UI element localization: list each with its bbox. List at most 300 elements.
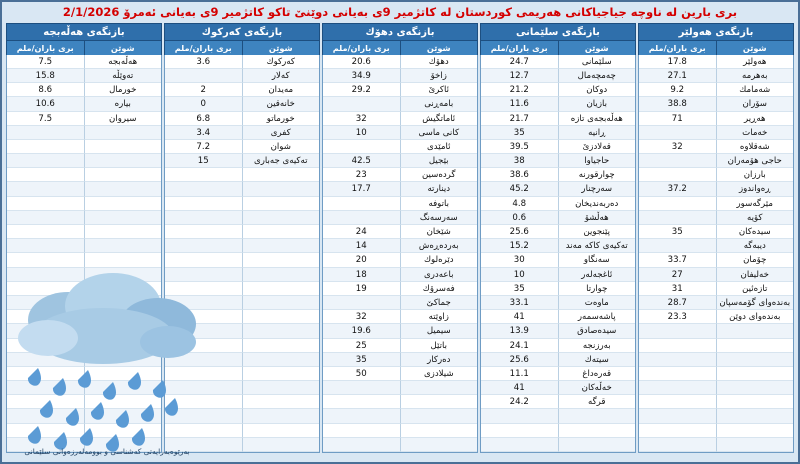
cell-rain: 71 bbox=[639, 112, 716, 126]
table-row bbox=[639, 395, 793, 409]
cell-rain bbox=[639, 353, 716, 367]
cell-station: سیدەصادق bbox=[558, 324, 636, 338]
cell-station: بەرزنجە bbox=[558, 339, 636, 353]
cell-rain: 10 bbox=[323, 126, 400, 140]
cell-rain: 35 bbox=[639, 225, 716, 239]
table-row bbox=[7, 126, 161, 140]
cell-rain: 20.6 bbox=[323, 55, 400, 69]
table-row bbox=[323, 409, 477, 423]
cell-station: بازیان bbox=[558, 97, 636, 111]
cell-station bbox=[242, 310, 320, 324]
table-row bbox=[481, 424, 635, 438]
cell-station: ئاغجەلەر bbox=[558, 268, 636, 282]
cell-station: ڕەواندوز bbox=[716, 182, 794, 196]
table-row bbox=[165, 55, 319, 69]
cell-station bbox=[84, 211, 162, 225]
table-row bbox=[323, 55, 477, 69]
column-header-rain: بری باران/ملم bbox=[174, 42, 232, 53]
cell-station: دیبەگە bbox=[716, 239, 794, 253]
cell-station bbox=[84, 168, 162, 182]
cell-station: خەمات bbox=[716, 126, 794, 140]
column-header-row bbox=[322, 41, 478, 55]
cell-rain bbox=[323, 296, 400, 310]
cell-station: جماكێ bbox=[400, 296, 478, 310]
cell-station: پێنجوین bbox=[558, 225, 636, 239]
table-row bbox=[481, 353, 635, 367]
cell-rain: 31 bbox=[639, 282, 716, 296]
cell-station: مێرگەسور bbox=[716, 197, 794, 211]
cell-rain bbox=[165, 197, 242, 211]
cell-rain bbox=[639, 168, 716, 182]
table-row bbox=[639, 438, 793, 452]
cell-rain: 32 bbox=[323, 310, 400, 324]
cell-rain: 42.5 bbox=[323, 154, 400, 168]
cell-station bbox=[242, 409, 320, 423]
table-row bbox=[323, 83, 477, 97]
table-row bbox=[639, 140, 793, 154]
cell-station bbox=[242, 324, 320, 338]
cell-rain bbox=[165, 239, 242, 253]
station-block bbox=[480, 23, 636, 453]
cell-rain: 7.2 bbox=[165, 140, 242, 154]
cell-rain bbox=[639, 409, 716, 423]
cell-rain: 7.5 bbox=[7, 55, 84, 69]
cell-station: تازەئین bbox=[716, 282, 794, 296]
cell-station: هه‌ڵه‌بجه‌ی تازه‌ bbox=[558, 112, 636, 126]
table-row bbox=[323, 282, 477, 296]
cell-rain: 10 bbox=[481, 268, 558, 282]
cell-station: چەمچەمال bbox=[558, 69, 636, 83]
table-row bbox=[639, 409, 793, 423]
cell-station bbox=[716, 424, 794, 438]
cell-station: ئامێدی bbox=[400, 140, 478, 154]
cell-rain bbox=[639, 381, 716, 395]
table-row bbox=[165, 69, 319, 83]
table-row bbox=[481, 253, 635, 267]
cell-rain bbox=[639, 438, 716, 452]
cell-station: سۆران bbox=[716, 97, 794, 111]
table-row bbox=[481, 126, 635, 140]
cell-rain: 17.8 bbox=[639, 55, 716, 69]
table-row bbox=[165, 140, 319, 154]
station-block bbox=[322, 23, 478, 453]
cell-rain: 12.7 bbox=[481, 69, 558, 83]
table-row bbox=[639, 253, 793, 267]
cell-rain: 38.8 bbox=[639, 97, 716, 111]
cell-rain: 3.6 bbox=[165, 55, 242, 69]
table-row bbox=[7, 197, 161, 211]
cell-station: بەندەوای دوێن bbox=[716, 310, 794, 324]
cell-rain bbox=[481, 409, 558, 423]
table-row bbox=[323, 239, 477, 253]
cell-station: حاجی هۆمەران bbox=[716, 154, 794, 168]
table-row bbox=[323, 367, 477, 381]
cell-station: پاشەسمەر bbox=[558, 310, 636, 324]
table-row bbox=[7, 112, 161, 126]
cell-station bbox=[242, 395, 320, 409]
cell-station bbox=[558, 409, 636, 423]
table-row bbox=[639, 55, 793, 69]
table-row bbox=[7, 69, 161, 83]
cell-station bbox=[84, 225, 162, 239]
cell-station: بەندەوای گۆمەسپان bbox=[716, 296, 794, 310]
column-header-station: شوێن bbox=[242, 41, 320, 55]
block-title: بازنگه‌ی سلێمانی bbox=[480, 23, 636, 41]
cell-rain: 41 bbox=[481, 310, 558, 324]
cell-station: حاجیاوا bbox=[558, 154, 636, 168]
table-row bbox=[639, 69, 793, 83]
table-body bbox=[480, 55, 636, 453]
cell-station: هه‌ولێر bbox=[716, 55, 794, 69]
cell-station bbox=[558, 438, 636, 452]
cell-rain bbox=[639, 395, 716, 409]
cell-rain: 30 bbox=[481, 253, 558, 267]
cell-rain: 39.5 bbox=[481, 140, 558, 154]
cell-rain: 14 bbox=[323, 239, 400, 253]
table-row bbox=[481, 296, 635, 310]
cell-station: بەهرمە bbox=[716, 69, 794, 83]
table-row bbox=[639, 154, 793, 168]
cell-station bbox=[242, 438, 320, 452]
cell-station: دوكان bbox=[558, 83, 636, 97]
cell-station: شەمامك bbox=[716, 83, 794, 97]
cell-station: سەنگاو bbox=[558, 253, 636, 267]
table-row bbox=[165, 126, 319, 140]
cell-rain bbox=[165, 69, 242, 83]
cell-station: سیتەك bbox=[558, 353, 636, 367]
table-row bbox=[639, 339, 793, 353]
table-row bbox=[323, 353, 477, 367]
cell-station: خانەقین bbox=[242, 97, 320, 111]
cell-rain bbox=[7, 168, 84, 182]
cell-rain bbox=[7, 140, 84, 154]
cell-rain: 35 bbox=[481, 282, 558, 296]
cell-rain bbox=[639, 424, 716, 438]
cell-station: سیمیل bbox=[400, 324, 478, 338]
cell-station bbox=[242, 225, 320, 239]
cell-rain: 9.2 bbox=[639, 83, 716, 97]
cell-station bbox=[84, 197, 162, 211]
cell-rain bbox=[323, 424, 400, 438]
table-row bbox=[165, 97, 319, 111]
table-row bbox=[323, 339, 477, 353]
table-row bbox=[323, 253, 477, 267]
cell-station bbox=[242, 296, 320, 310]
cell-station: شیلادزی bbox=[400, 367, 478, 381]
cell-rain bbox=[7, 126, 84, 140]
cell-station: چۆمان bbox=[716, 253, 794, 267]
table-row bbox=[639, 353, 793, 367]
cell-rain: 15.8 bbox=[7, 69, 84, 83]
column-header-row bbox=[164, 41, 320, 55]
cell-station bbox=[716, 367, 794, 381]
table-row bbox=[481, 140, 635, 154]
cell-rain: 10.6 bbox=[7, 97, 84, 111]
cell-station bbox=[242, 182, 320, 196]
cell-station bbox=[242, 211, 320, 225]
cell-rain: 15 bbox=[165, 154, 242, 168]
column-header-station: شوێن bbox=[84, 41, 162, 55]
table-row bbox=[323, 168, 477, 182]
cell-station bbox=[242, 197, 320, 211]
cell-rain bbox=[323, 211, 400, 225]
table-row bbox=[7, 225, 161, 239]
cell-rain: 38 bbox=[481, 154, 558, 168]
table-row bbox=[481, 197, 635, 211]
cell-station bbox=[242, 367, 320, 381]
table-row bbox=[481, 225, 635, 239]
cell-rain: 21.2 bbox=[481, 83, 558, 97]
cell-station: دێرەلوك bbox=[400, 253, 478, 267]
table-row bbox=[481, 324, 635, 338]
table-row bbox=[481, 83, 635, 97]
table-body bbox=[638, 55, 794, 453]
cell-rain: 27 bbox=[639, 268, 716, 282]
cell-rain bbox=[165, 182, 242, 196]
table-row bbox=[639, 268, 793, 282]
cell-rain: 38.6 bbox=[481, 168, 558, 182]
cell-station: باتوفە bbox=[400, 197, 478, 211]
table-row bbox=[481, 168, 635, 182]
cell-station bbox=[400, 395, 478, 409]
table-row bbox=[323, 395, 477, 409]
table-row bbox=[323, 197, 477, 211]
cell-rain: 24.7 bbox=[481, 55, 558, 69]
cell-station bbox=[242, 282, 320, 296]
cell-station bbox=[716, 381, 794, 395]
cell-station: سیروان bbox=[84, 112, 162, 126]
table-row bbox=[639, 381, 793, 395]
table-row bbox=[323, 225, 477, 239]
cell-station: ئاماتگیش bbox=[400, 112, 478, 126]
table-row bbox=[165, 112, 319, 126]
table-row bbox=[165, 83, 319, 97]
footer-note: به‌رێوه‌به‌رایه‌تی كه‌شناسی و بوومه‌له‌رزه‌وانی سلێمانی bbox=[24, 447, 190, 456]
cell-station: بەردەڕەش bbox=[400, 239, 478, 253]
table-row bbox=[165, 211, 319, 225]
table-row bbox=[7, 239, 161, 253]
cell-station: دینارتە bbox=[400, 182, 478, 196]
column-header-rain: بری باران/ملم bbox=[490, 42, 548, 53]
cell-station: گردەسین bbox=[400, 168, 478, 182]
cell-rain: 24 bbox=[323, 225, 400, 239]
table-row bbox=[165, 182, 319, 196]
table-row bbox=[323, 126, 477, 140]
table-row bbox=[7, 168, 161, 182]
cell-rain: 28.7 bbox=[639, 296, 716, 310]
cell-station: باتێل bbox=[400, 339, 478, 353]
table-row bbox=[639, 296, 793, 310]
cell-station: سەرچنار bbox=[558, 182, 636, 196]
table-row bbox=[323, 324, 477, 338]
table-row bbox=[7, 211, 161, 225]
table-row bbox=[7, 140, 161, 154]
cell-rain bbox=[323, 97, 400, 111]
cell-rain: 3.4 bbox=[165, 126, 242, 140]
cell-rain: 24.1 bbox=[481, 339, 558, 353]
cell-rain bbox=[7, 239, 84, 253]
cell-rain bbox=[7, 197, 84, 211]
cell-station: زاوێتە bbox=[400, 310, 478, 324]
table-row bbox=[7, 55, 161, 69]
cell-station bbox=[242, 381, 320, 395]
cell-rain bbox=[7, 154, 84, 168]
cell-rain bbox=[639, 126, 716, 140]
table-row bbox=[481, 395, 635, 409]
cell-rain bbox=[323, 409, 400, 423]
cell-station: كه‌ركوك bbox=[242, 55, 320, 69]
cell-station: دهۆك bbox=[400, 55, 478, 69]
table-row bbox=[481, 239, 635, 253]
table-row bbox=[639, 112, 793, 126]
cell-station: فەسرۆك bbox=[400, 282, 478, 296]
block-title: بازنگه‌ی هه‌ولێر bbox=[638, 23, 794, 41]
table-row bbox=[481, 282, 635, 296]
cell-station: سلێمانی bbox=[558, 55, 636, 69]
cell-rain bbox=[639, 211, 716, 225]
cell-station bbox=[400, 424, 478, 438]
cell-rain: 25.6 bbox=[481, 225, 558, 239]
cell-station bbox=[84, 182, 162, 196]
table-row bbox=[639, 282, 793, 296]
cell-rain: 29.2 bbox=[323, 83, 400, 97]
cell-station: سەرسەنگ bbox=[400, 211, 478, 225]
cell-station bbox=[242, 239, 320, 253]
table-row bbox=[7, 83, 161, 97]
cell-rain: 24.2 bbox=[481, 395, 558, 409]
block-title: بازنگه‌ی كه‌ركوك bbox=[164, 23, 320, 41]
cell-rain bbox=[165, 168, 242, 182]
cell-station: سیدەكان bbox=[716, 225, 794, 239]
cell-rain bbox=[7, 225, 84, 239]
cell-station bbox=[242, 253, 320, 267]
cell-station: ڕانیە bbox=[558, 126, 636, 140]
cell-rain: 18 bbox=[323, 268, 400, 282]
cell-rain: 21.7 bbox=[481, 112, 558, 126]
table-row bbox=[481, 409, 635, 423]
cell-rain bbox=[323, 438, 400, 452]
table-row bbox=[323, 154, 477, 168]
table-row bbox=[481, 55, 635, 69]
table-row bbox=[481, 182, 635, 196]
cell-station: قەرەداغ bbox=[558, 367, 636, 381]
cell-rain bbox=[165, 225, 242, 239]
cell-rain: 15.2 bbox=[481, 239, 558, 253]
cell-station: شەقلاوە bbox=[716, 140, 794, 154]
cell-station: دەركار bbox=[400, 353, 478, 367]
cell-rain: 17.7 bbox=[323, 182, 400, 196]
table-row bbox=[481, 367, 635, 381]
cell-rain bbox=[7, 182, 84, 196]
cell-rain bbox=[165, 211, 242, 225]
table-row bbox=[639, 126, 793, 140]
cell-station bbox=[84, 239, 162, 253]
cell-station: مەیدان bbox=[242, 83, 320, 97]
table-row bbox=[481, 339, 635, 353]
cell-rain: 23 bbox=[323, 168, 400, 182]
cell-station bbox=[716, 339, 794, 353]
table-row bbox=[323, 182, 477, 196]
cell-station bbox=[716, 438, 794, 452]
column-header-row bbox=[638, 41, 794, 55]
table-row bbox=[481, 268, 635, 282]
cell-station bbox=[242, 424, 320, 438]
cell-rain: 25.6 bbox=[481, 353, 558, 367]
cell-rain: 50 bbox=[323, 367, 400, 381]
table-row bbox=[639, 97, 793, 111]
table-row bbox=[7, 97, 161, 111]
cell-station: تەكیەی كاكە مەند bbox=[558, 239, 636, 253]
cell-station: ماوەت bbox=[558, 296, 636, 310]
table-row bbox=[639, 168, 793, 182]
cell-station: كەلار bbox=[242, 69, 320, 83]
cell-rain: 11.1 bbox=[481, 367, 558, 381]
cell-station: هەڵشۆ bbox=[558, 211, 636, 225]
cell-station bbox=[84, 140, 162, 154]
cell-station bbox=[400, 438, 478, 452]
cell-station bbox=[242, 168, 320, 182]
table-row bbox=[481, 438, 635, 452]
column-header-rain: بری باران/ملم bbox=[332, 42, 390, 53]
cell-station bbox=[716, 324, 794, 338]
cell-rain bbox=[323, 140, 400, 154]
cell-rain bbox=[639, 339, 716, 353]
cell-rain: 35 bbox=[481, 126, 558, 140]
table-row bbox=[639, 211, 793, 225]
column-header-station: شوێن bbox=[558, 41, 636, 55]
table-row bbox=[165, 197, 319, 211]
table-row bbox=[481, 97, 635, 111]
cell-station: كۆیە bbox=[716, 211, 794, 225]
cell-station: خەلیفان bbox=[716, 268, 794, 282]
cell-rain bbox=[639, 324, 716, 338]
cell-station bbox=[84, 154, 162, 168]
cell-rain: 0.6 bbox=[481, 211, 558, 225]
cell-rain bbox=[323, 197, 400, 211]
cell-rain: 34.9 bbox=[323, 69, 400, 83]
table-row bbox=[323, 381, 477, 395]
cell-rain: 27.1 bbox=[639, 69, 716, 83]
cell-rain bbox=[639, 154, 716, 168]
cell-rain bbox=[323, 395, 400, 409]
cell-rain bbox=[323, 381, 400, 395]
cell-rain bbox=[481, 424, 558, 438]
column-header-rain: بری باران/ملم bbox=[16, 42, 74, 53]
table-row bbox=[639, 367, 793, 381]
column-header-rain: بری باران/ملم bbox=[648, 42, 706, 53]
table-row bbox=[323, 69, 477, 83]
cell-rain: 23.3 bbox=[639, 310, 716, 324]
table-row bbox=[639, 197, 793, 211]
cell-rain: 33.1 bbox=[481, 296, 558, 310]
cell-station bbox=[400, 381, 478, 395]
cell-station bbox=[400, 409, 478, 423]
table-row bbox=[323, 424, 477, 438]
table-row bbox=[639, 310, 793, 324]
table-row bbox=[323, 310, 477, 324]
cell-rain: 25 bbox=[323, 339, 400, 353]
cell-station: هەڕیر bbox=[716, 112, 794, 126]
column-header-row bbox=[480, 41, 636, 55]
cell-rain: 7.5 bbox=[7, 112, 84, 126]
cell-rain bbox=[481, 438, 558, 452]
table-row bbox=[323, 438, 477, 452]
cell-rain: 0 bbox=[165, 97, 242, 111]
table-body bbox=[322, 55, 478, 453]
table-row bbox=[165, 154, 319, 168]
table-row bbox=[323, 140, 477, 154]
cell-station: دەربەندیخان bbox=[558, 197, 636, 211]
